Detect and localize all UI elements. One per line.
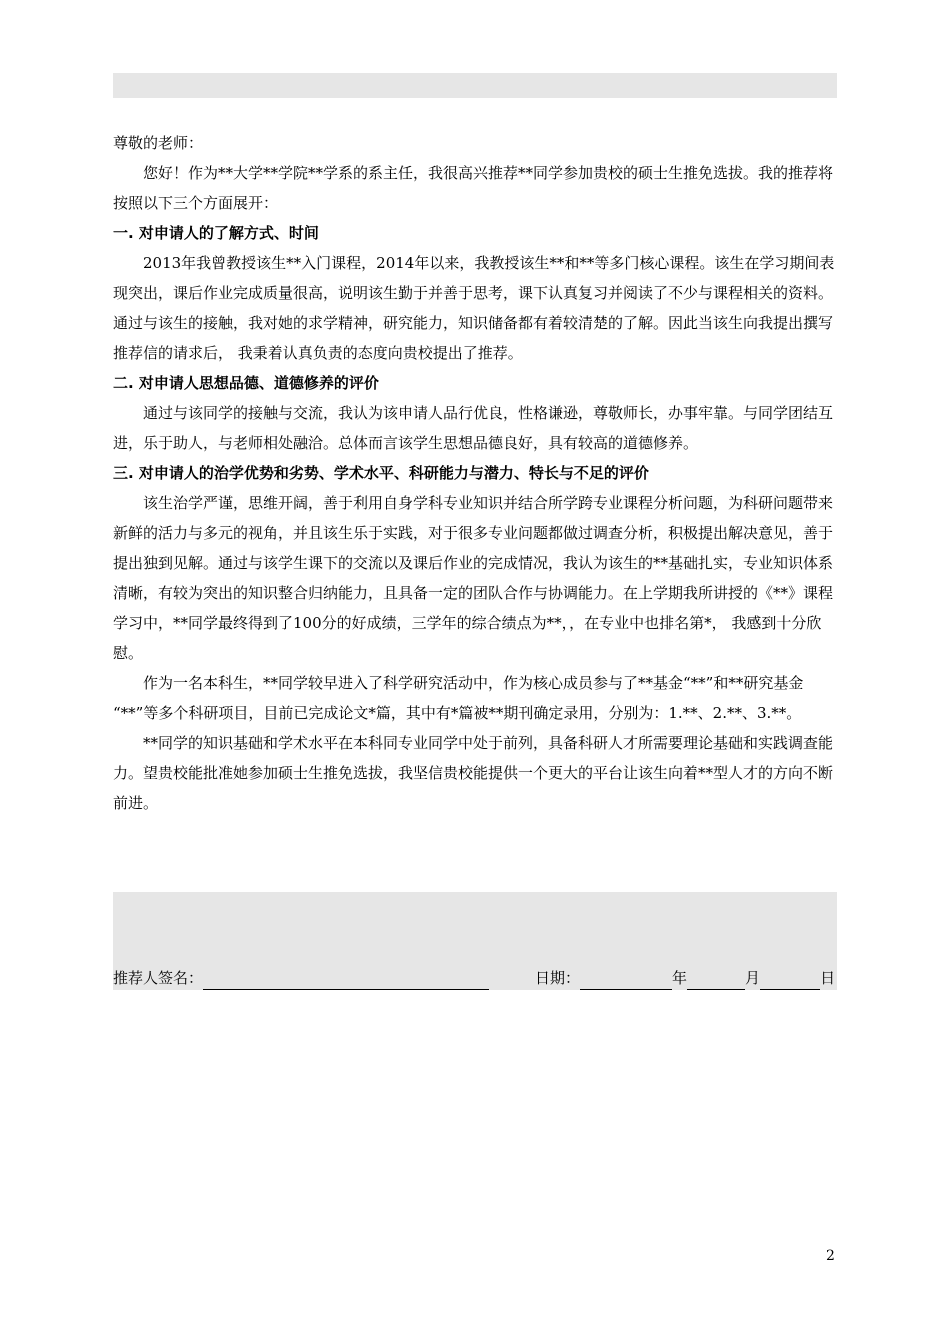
year-blank [580,971,672,990]
section-1-heading: 一. 对申请人的了解方式、时间 [113,224,319,242]
section-2-heading: 二. 对申请人思想品德、道德修养的评价 [113,374,379,392]
section-2-paragraph: 通过与该同学的接触与交流，我认为该申请人品行优良，性格谦逊，尊敬师长，办事牢靠。与同学团结互进，乐于助人，与老师相处融洽。总体而言该学生思想品德良好，具有较高的道德修养。 [113,404,834,452]
year-label: 年 [672,969,688,987]
date-label: 日期： [535,969,581,987]
day-blank [760,971,820,990]
section-1-paragraph: 2013年我曾教授该生**入门课程，2014年以来，我教授该生**和**等多门核心课程。该生在学习期间表现突出，课后作业完成质量很高，说明该生勤于并善于思考，课下认真复习并阅读了不少与课程相关的资料。通过与该生的接触，我对她的求学精神，研究能力，知识储备都有着较清楚的了解。因此当该生向我提出撰写推荐信的请求后， 我秉着认真负责的态度向贵校提出了推荐。 [113,254,835,362]
salutation: 尊敬的老师： [113,134,204,152]
section-3-paragraph-2: 作为一名本科生，**同学较早进入了科学研究活动中，作为核心成员参与了**基金“**”和**研究基金 “**”等多个科研项目，目前已完成论文*篇，其中有*篇被**期刊确定录用，分别为：1.**、2.**、3.**。 [113,674,804,722]
letter-body [113,128,837,818]
section-3-paragraph-3: **同学的知识基础和学术水平在本科同专业同学中处于前列，具备科研人才所需要理论基础和实践调查能力。望贵校能批准她参加硕士生推免选拔，我坚信贵校能提供一个更大的平台让该生向着**型人才的方向不断前进。 [113,734,834,812]
header-shaded-band [113,73,837,98]
recommender-signature-blank [203,971,489,990]
section-3-paragraph-1: 该生治学严谨，思维开阔，善于利用自身学科专业知识并结合所学跨专业课程分析问题，为科研问题带来新鲜的活力与多元的视角，并且该生乐于实践，对于很多专业问题都做过调查分析，积极提出解决意见，善于提出独到见解。通过与该学生课下的交流以及课后作业的完成情况，我认为该生的**基础扎实，专业知识体系清晰，有较为突出的知识整合归纳能力，且具备一定的团队合作与协调能力。在上学期我所讲授的《**》课程学习中，**同学最终得到了100分的好成绩，三学年的综合绩点为**，，在专业中也排名第*， 我感到十分欣慰。 [113,494,834,662]
signature-row [113,966,837,990]
day-label: 日 [820,969,836,987]
intro-paragraph: 您好！作为**大学**学院**学系的系主任，我很高兴推荐**同学参加贵校的硕士生推免选拔。我的推荐将按照以下三个方面展开： [113,164,834,212]
page-number: 2 [826,1248,835,1264]
month-label: 月 [745,969,761,987]
recommender-label: 推荐人签名： [113,969,204,987]
month-blank [687,971,745,990]
section-3-heading: 三. 对申请人的治学优势和劣势、学术水平、科研能力与潜力、特长与不足的评价 [113,464,649,482]
